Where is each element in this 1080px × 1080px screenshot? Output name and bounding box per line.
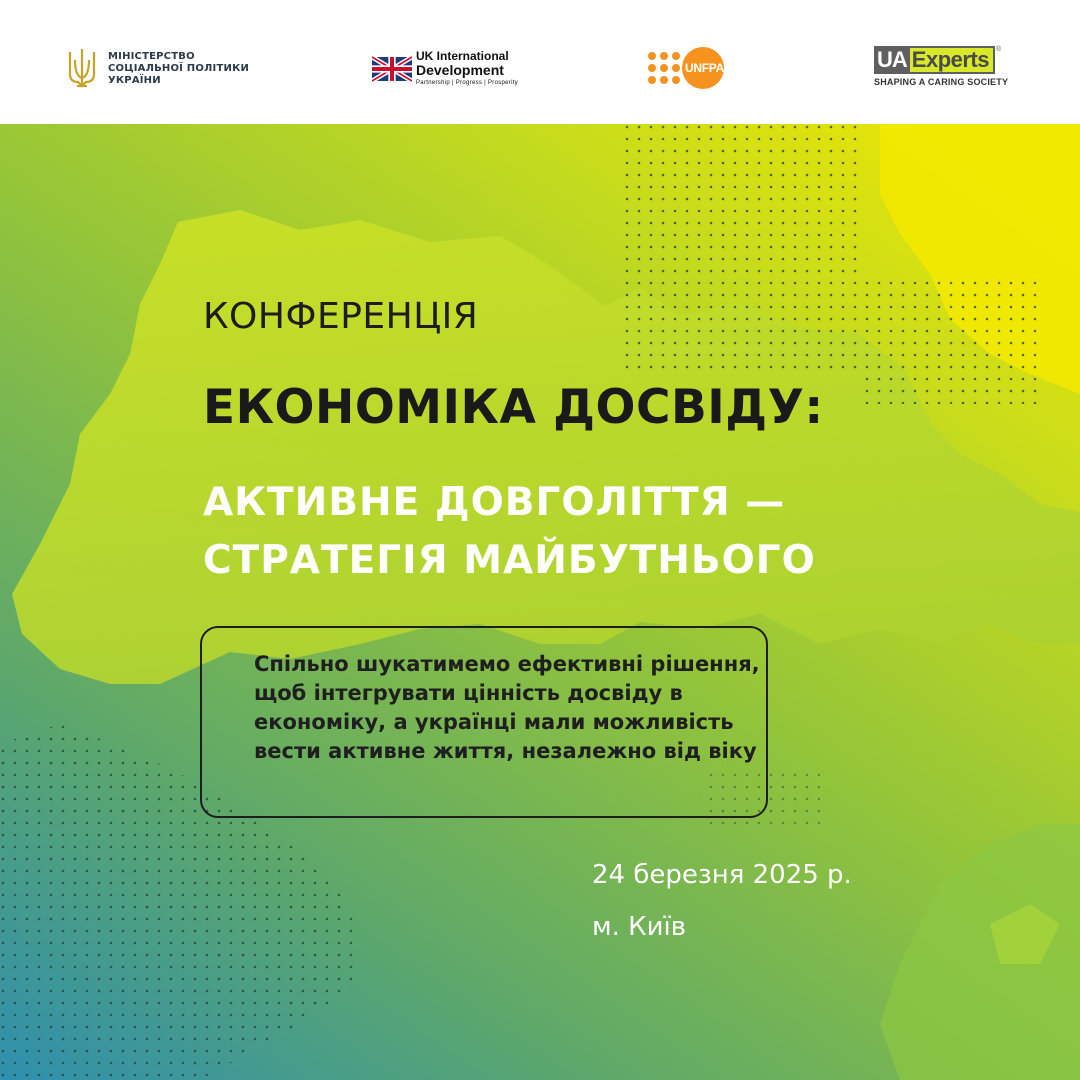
unfpa-logo [648,47,724,89]
union-jack-flag-icon [372,56,412,82]
conference-title: ЕКОНОМІКА ДОСВІДУ: [203,380,824,435]
uaexperts-logo [874,46,1008,87]
event-date: 24 березня 2025 р. [592,860,852,890]
registered-mark: ® [996,46,1002,53]
conference-subtitle [203,474,963,590]
ministry-line-3: УКРАЇНИ [108,75,161,86]
event-city: м. Київ [592,912,687,942]
unfpa-dots-icon [648,52,680,84]
conference-kicker: КОНФЕРЕНЦІЯ [203,296,479,337]
unfpa-label: UNFPA [685,61,724,75]
uaexperts-tagline: SHAPING A CARING SOCIETY [874,77,1009,87]
uk-development-logo [372,50,518,88]
description-text: Спільно шукатимемо ефективні рішення, щоб інтегрувати цінність досвіду в економіку, а українці мали можливість вести активне життя, незалежно від віку [254,652,760,763]
trident-icon [64,46,100,92]
background-map [0,124,1080,1080]
ministry-logo [64,44,249,94]
uk-line-1: UK International [416,49,509,63]
uaexperts-ua: UA [874,46,910,74]
uk-line-2: Development [416,62,504,78]
main-poster [0,124,1080,1080]
unfpa-circle [682,47,724,89]
header-bar [0,0,1080,124]
subtitle-line-2: СТРАТЕГІЯ МАЙБУТНЬОГО [203,538,816,583]
uk-line-3: Partnership | Progress | Prosperity [416,80,518,86]
uaexperts-experts: Experts [910,46,995,74]
subtitle-line-1: АКТИВНЕ ДОВГОЛІТТЯ — [203,480,786,525]
ministry-line-1: МІНІСТЕРСТВО [108,51,195,62]
description-box [200,626,768,818]
ministry-line-2: СОЦІАЛЬНОЇ ПОЛІТИКИ [108,63,250,74]
